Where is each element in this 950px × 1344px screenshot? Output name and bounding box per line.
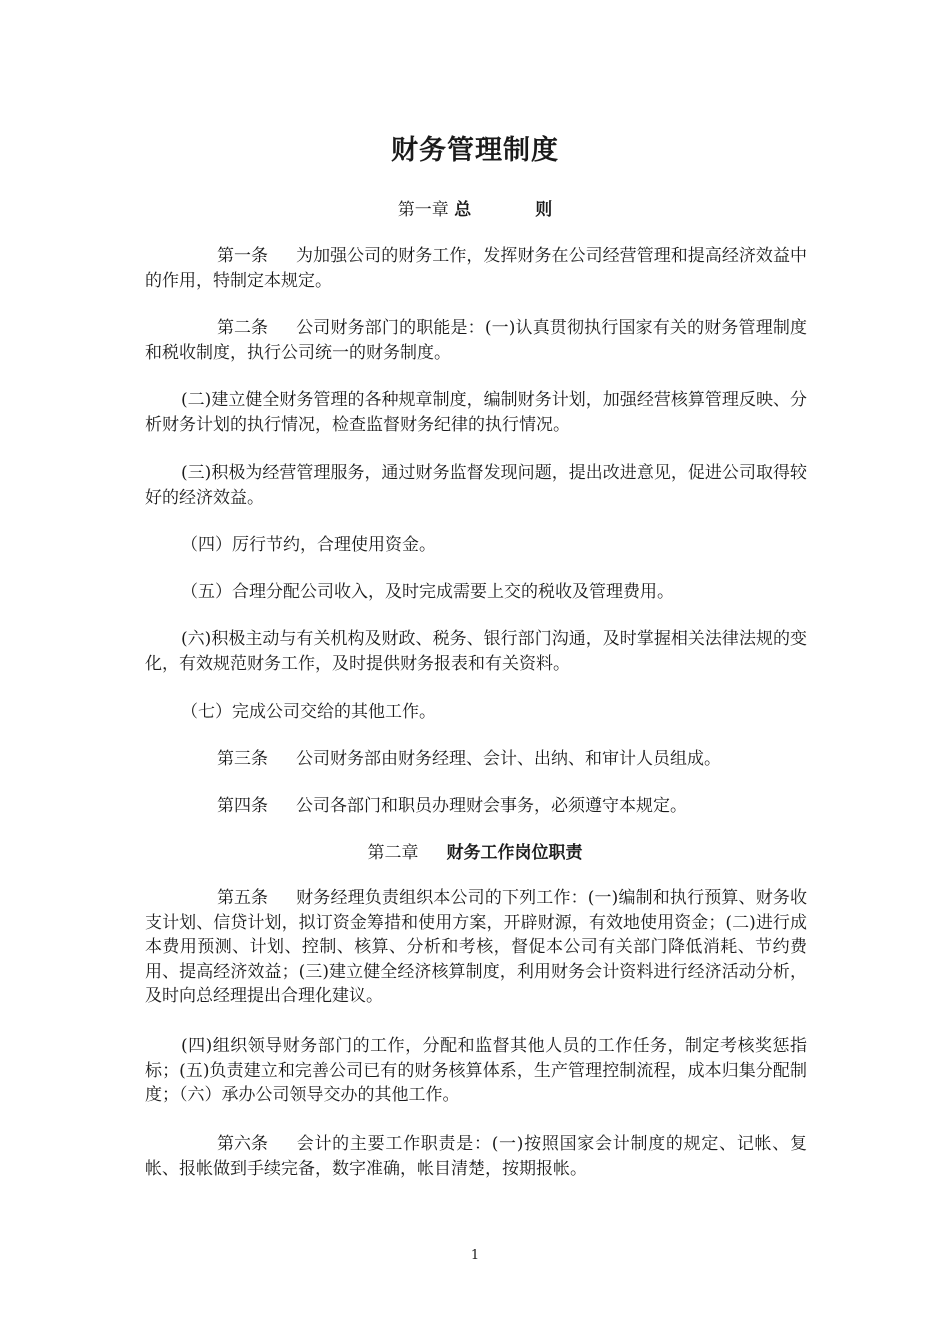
paragraph-text: （七）完成公司交给的其他工作。 <box>181 702 436 722</box>
chapter-name-part-a: 总 <box>454 200 472 220</box>
article-number: 第三条 <box>217 749 268 769</box>
paragraph-text: (四)组织领导财务部门的工作，分配和监督其他人员的工作任务，制定考核奖惩指标；(五)负责建立和完善公司已有的财务核算体系，生产管理控制流程，成本归集分配制度；（六）承办公司领导交办的其他工作。 <box>145 1036 807 1105</box>
article-number: 第六条 <box>217 1134 268 1154</box>
article-paragraph <box>145 747 807 772</box>
article-text: 公司财务部由财务经理、会计、出纳、和审计人员组成。 <box>296 749 721 769</box>
article-paragraph <box>145 794 807 819</box>
chapter-name-part-b: 则 <box>535 200 553 220</box>
paragraph-text: (二)建立健全财务管理的各种规章制度，编制财务计划，加强经营核算管理反映、分析财务计划的执行情况，检查监督财务纪律的执行情况。 <box>145 390 807 435</box>
paragraph-text: （四）厉行节约，合理使用资金。 <box>181 535 436 555</box>
article-text: 财务经理负责组织本公司的下列工作：(一)编制和执行预算、财务收支计划、信贷计划，拟订资金筹措和使用方案，开辟财源，有效地使用资金；(二)进行成本费用预测、计划、控制、核算、分析和考核，督促本公司有关部门降低消耗、节约费用、提高经济效益；(三)建立健全经济核算制度，利用财务会计资料进行经济活动分析，及时向总经理提出合理化建议。 <box>145 888 807 1006</box>
list-paragraph <box>145 533 807 558</box>
paragraph-text: （五）合理分配公司收入，及时完成需要上交的税收及管理费用。 <box>181 582 674 602</box>
article-text: 公司各部门和职员办理财会事务，必须遵守本规定。 <box>296 796 687 816</box>
list-paragraph <box>145 700 807 725</box>
document-title: 财务管理制度 <box>391 135 559 166</box>
chapter-heading-1 <box>0 198 950 222</box>
list-paragraph <box>145 580 807 605</box>
article-paragraph <box>145 886 807 1009</box>
article-number: 第二条 <box>217 318 268 338</box>
chapter-name: 财务工作岗位职责 <box>446 843 583 863</box>
article-text: 会计的主要工作职责是：(一)按照国家会计制度的规定、记帐、复帐、报帐做到手续完备，数字准确，帐目清楚，按期报帐。 <box>145 1134 807 1179</box>
list-paragraph <box>145 461 807 510</box>
paragraph-text: (六)积极主动与有关机构及财政、税务、银行部门沟通，及时掌握相关法律法规的变化，有效规范财务工作，及时提供财务报表和有关资料。 <box>145 629 807 674</box>
article-number: 第五条 <box>217 888 268 908</box>
page-number: 1 <box>470 1248 480 1263</box>
article-text: 为加强公司的财务工作，发挥财务在公司经营管理和提高经济效益中的作用，特制定本规定。 <box>145 246 807 291</box>
article-paragraph <box>145 1132 807 1181</box>
list-paragraph <box>145 388 807 437</box>
list-paragraph <box>145 627 807 676</box>
list-paragraph <box>145 1034 807 1108</box>
article-number: 第一条 <box>217 246 268 266</box>
article-text: 公司财务部门的职能是：(一)认真贯彻执行国家有关的财务管理制度和税收制度，执行公司统一的财务制度。 <box>145 318 807 363</box>
chapter-number: 第二章 <box>367 843 419 863</box>
article-number: 第四条 <box>217 796 268 816</box>
chapter-heading-2 <box>0 841 950 865</box>
article-paragraph <box>145 244 807 293</box>
chapter-number: 第一章 <box>397 200 449 220</box>
paragraph-text: (三)积极为经营管理服务，通过财务监督发现问题，提出改进意见，促进公司取得较好的经济效益。 <box>145 463 807 508</box>
article-paragraph <box>145 316 807 365</box>
